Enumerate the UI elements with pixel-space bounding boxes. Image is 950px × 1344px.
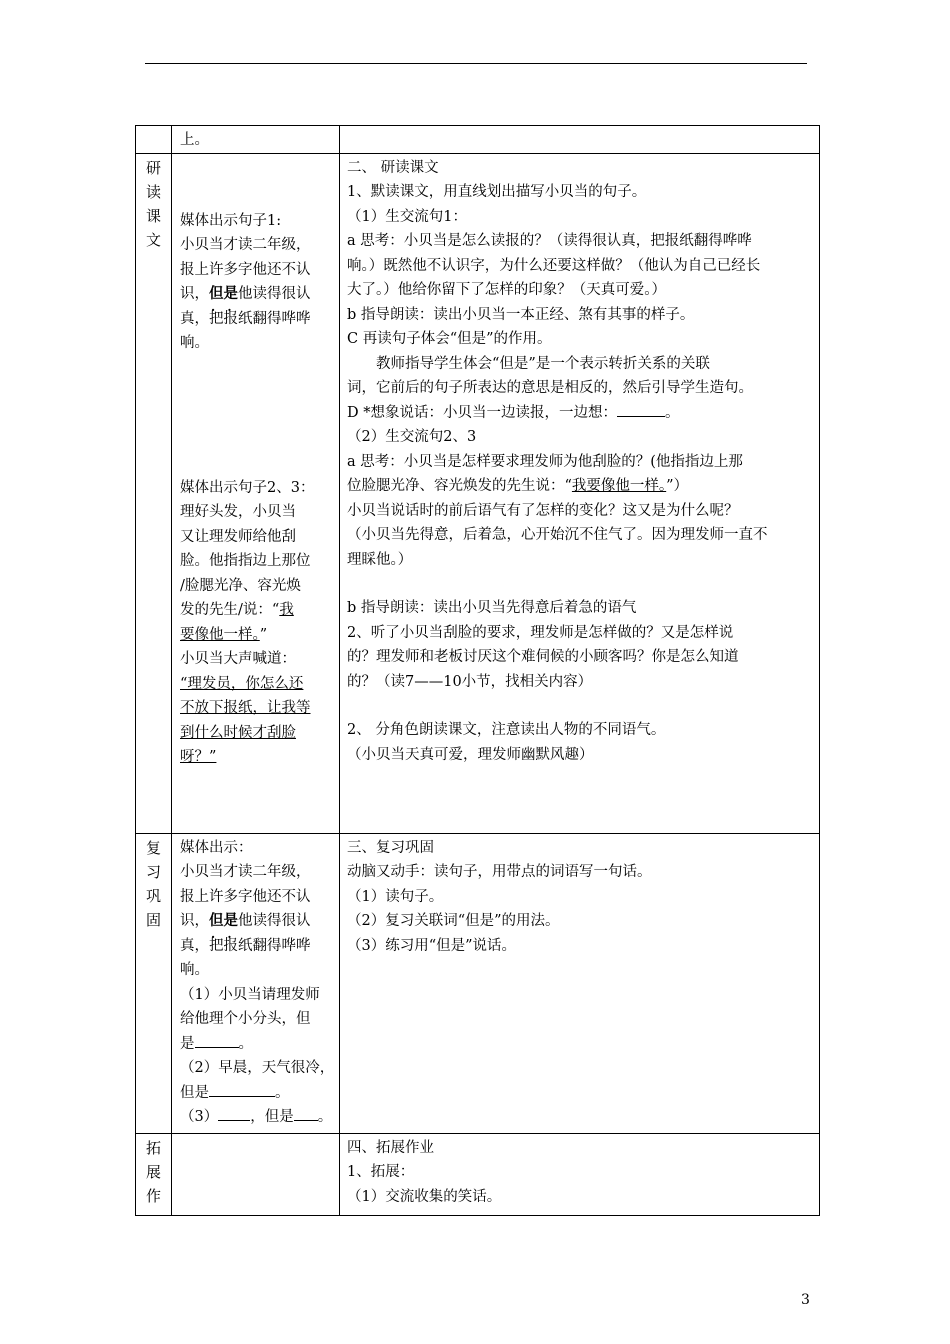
media-cell: 媒体出示： 小贝当才读二年级， 报上许多字他还不认 识，但是 · ·他读得很认 真，把报纸翻得哗哗 响。 （1）小贝当请理发师 给他理个小分头，但 是 。 （2）早晨，天气很冷， 但是 。 （3） ，但是 。 (172, 833, 340, 1133)
section-heading: 四、拓展作业 (347, 1139, 434, 1156)
section-label-cell (136, 153, 172, 833)
table-row (136, 1133, 820, 1215)
dotted-word: 但是 · · (209, 912, 238, 929)
section-label-extension: 拓 展 作 (145, 1138, 161, 1205)
section-label-study: 研 读 课 文 (145, 158, 161, 249)
media-cell (172, 1133, 340, 1215)
fill-blank (617, 402, 665, 417)
media-cell (172, 126, 340, 154)
fill-blank (209, 1082, 275, 1097)
header-rule (145, 63, 807, 64)
table-row (136, 833, 820, 1133)
process-cell: 三、复习巩固 动脑又动手：读句子，用带点的词语写一句话。 （1）读句子。 （2）复习关联词“但是”的用法。 （3）练习用“但是”说话。 (340, 833, 820, 1133)
process-cell (340, 126, 820, 154)
section-label-review: 复 习 巩 固 (145, 838, 161, 929)
fill-blank (218, 1106, 250, 1121)
media-title: 媒体出示： (180, 839, 253, 856)
process-cell: 四、拓展作业 1、拓展： （1）交流收集的笑话。 (340, 1133, 820, 1215)
media-title: 媒体出示句子2、3： (180, 479, 315, 496)
fill-blank (195, 1033, 239, 1048)
process-cell: 二、 研读课文 1、默读课文，用直线划出描写小贝当的句子。 （1）生交流句1： a 思考：小贝当是怎么读报的？（读得很认真，把报纸翻得哗哗 响。）既然他不认识字，为什么还要这样做？（他认为自己已经长 大了。）他给你留下了怎样的印象？（天真可爱。） b 指导朗读：读出小贝当一本正经、煞有其事的样子。 C 再读句子体会“但是”的作用。 教师指导学生体会“但是”是一个表示转折关系的关联 词，它前后的句子所表达的意思是相反的，然后引导学生造句。 D *想象说话：小贝当一边读报，一边想： 。 （2）生交流句2、3 a 思考：小贝当是怎样要求理发师为他刮脸的？(他指指边上那 位脸腮光净、容光焕发的先生说：“我要像他一样。”） 小贝当说话时的前后语气有了怎样的变化？这又是为什么呢？ （小贝当先得意，后着急，心开始沉不住气了。因为理发师一直不 理睬他。） b 指导朗读：读出小贝当先得意后着急的语气 2、听了小贝当刮脸的要求，理发师是怎样做的？又是怎样说 的？理发师和老板讨厌这个难伺候的小顾客吗？你是怎么知道 的？（读7——10小节，找相关内容） 2、 分角色朗读课文，注意读出人物的不同语气。 （小贝当天真可爱，理发师幽默风趣） (340, 153, 820, 833)
section-heading: 二、 研读课文 (347, 159, 439, 176)
page-number: 3 (801, 1292, 810, 1308)
media-cell: 媒体出示句子1: 小贝当才读二年级， 报上许多字他还不认 识，但是 · ·他读得很认 真，把报纸翻得哗哗 响。 媒体出示句子2、3： 理好头发，小贝当 又让理发师给他刮 脸。他指指边上那位 /脸腮光净、容光焕 发的先生/说：“我 要像他一样。” 小贝当大声喊道： “理发员，你怎么还 不放下报纸，让我等 到什么时候才刮脸 呀？” (172, 153, 340, 833)
section-heading: 三、复习巩固 (347, 839, 434, 856)
table-row (136, 153, 820, 833)
section-label-cell (136, 1133, 172, 1215)
table-row (136, 126, 820, 154)
media-title: 媒体出示句子1: (180, 212, 282, 229)
continuation-text: 上。 (180, 132, 209, 148)
dotted-word: 但是 · · (209, 285, 238, 302)
section-label-cell (136, 833, 172, 1133)
section-label-cell (136, 126, 172, 154)
fill-blank (294, 1106, 318, 1121)
lesson-plan-table (135, 125, 820, 1216)
